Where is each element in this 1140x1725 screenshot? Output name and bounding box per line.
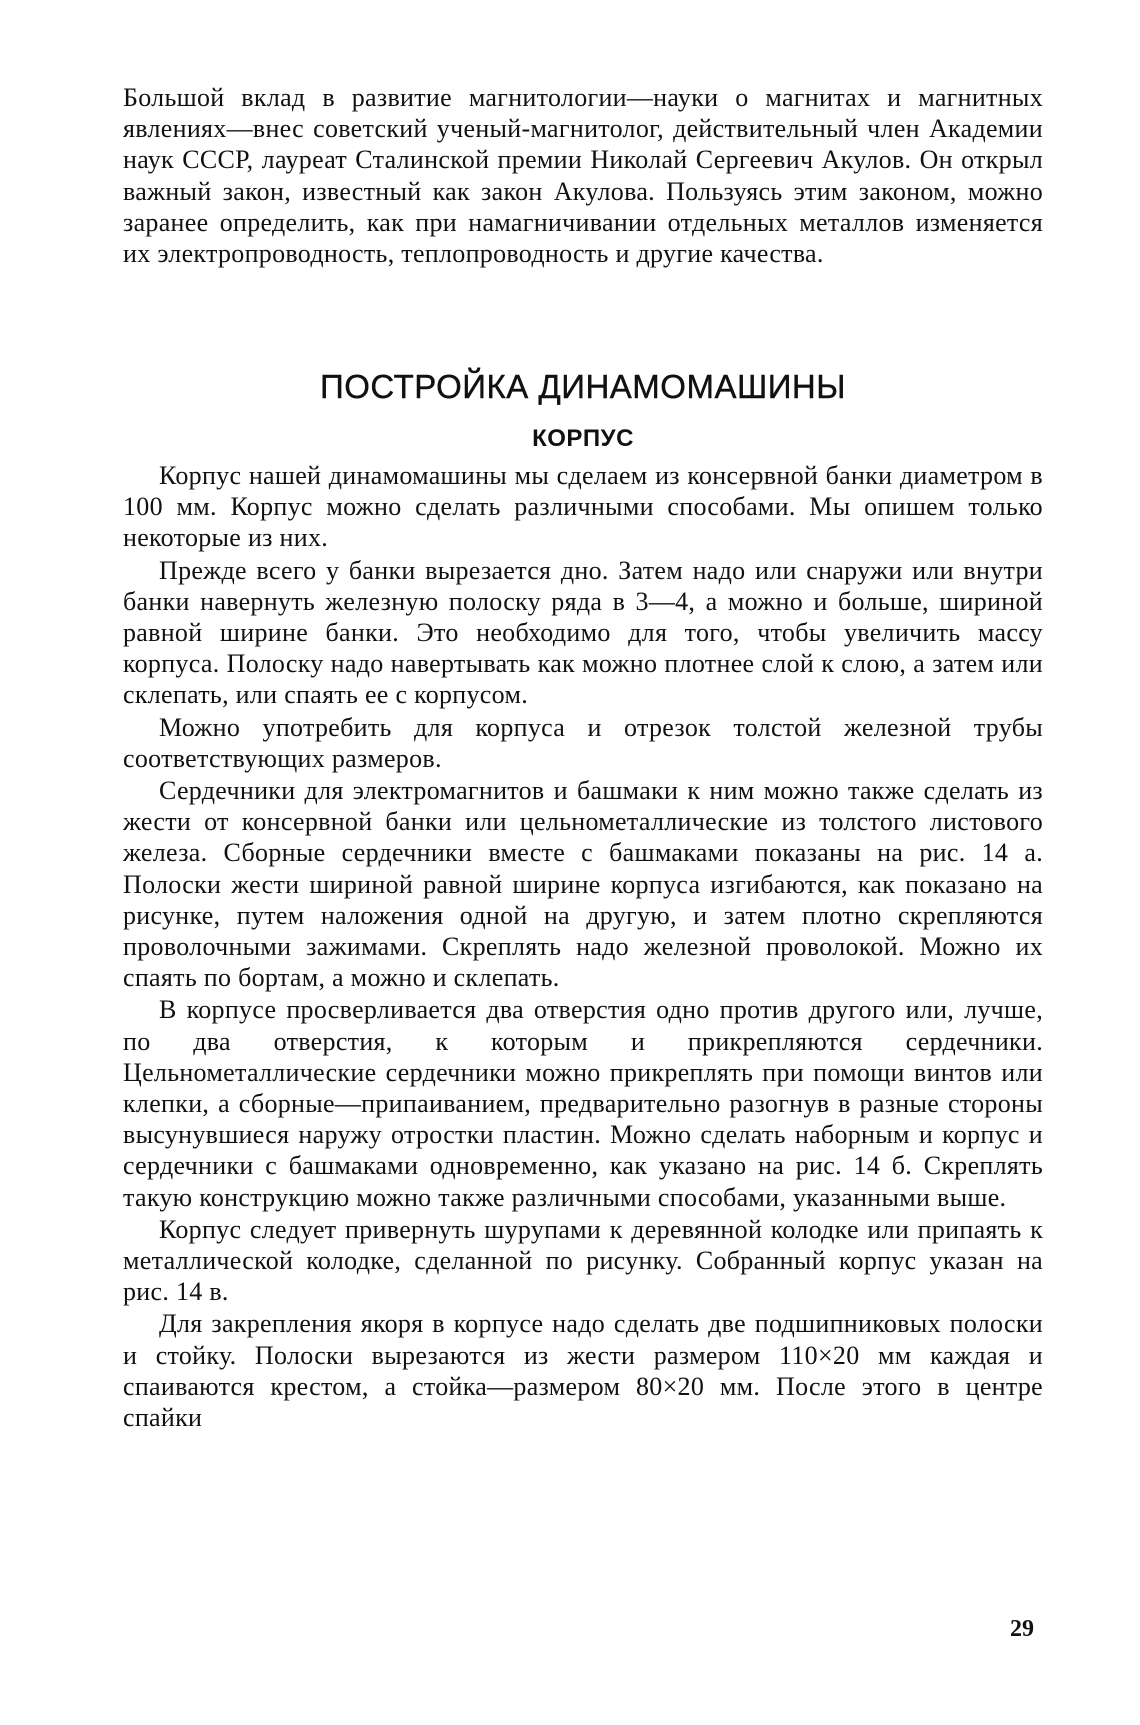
paragraph: Корпус следует привернуть шурупами к деревянной колодке или припаять к металлической колодке, сделанной по рисунку. Собранный корпус указан на рис. 14 в.	[123, 1214, 1043, 1307]
paragraph: Корпус нашей динамомашины мы сделаем из консервной банки диаметром в 100 мм. Корпус можно сделать различными способами. Мы опишем только некоторые из них.	[123, 461, 1043, 553]
body-text	[123, 460, 1043, 1434]
paragraph: Сердечники для электромагнитов и башмаки к ним можно также сделать из жести от консервной банки или цельнометаллические из толстого листового железа. Сборные сердечники вместе с башмаками показаны на рис. 14 а. Полоски жести шириной равной ширине корпуса изгибаются, как показано на рисунке, путем наложения одной на другую, и затем плотно скрепляются проволочными зажимами. Скреплять надо железной проволокой. Можно их спаять по бортам, а можно и склепать.	[123, 776, 1043, 993]
paragraph: Прежде всего у банки вырезается дно. Затем надо или снаружи или внутри банки навернуть железную полоску ряда в 3—4, а можно и больше, шириной равной ширине банки. Это необходимо для того, чтобы увеличить массу корпуса. Полоску надо навертывать как можно плотнее слой к слою, а затем или склепать, или спаять ее с корпусом.	[123, 555, 1043, 710]
intro-paragraph	[123, 82, 1043, 269]
intro-text: Большой вклад в развитие магнитологии—науки о магнитах и магнитных явлениях—внес советский ученый-магнитолог, действительный член Академии наук СССР, лауреат Сталинской премии Николай Сергеевич Акулов. Он открыл важный закон, известный как закон Акулова. Пользуясь этим законом, можно заранее определить, как при намагничивании отдельных металлов изменяется их электропроводность, теплопроводность и другие качества.	[123, 83, 1043, 269]
paragraph: В корпусе просверливается два отверстия одно против другого или, лучше, по два отверстия, к которым и прикрепляются сердечники. Цельнометаллические сердечники можно прикреплять при помощи винтов или клепки, а сборные—припаиванием, предварительно разогнув в разные стороны высунувшиеся наружу отростки пластин. Можно сделать наборным и корпус и сердечники с башмаками одновременно, как указано на рис. 14 б. Скреплять такую конструкцию можно также различными способами, указанными выше.	[123, 995, 1043, 1212]
section-title: ПОСТРОЙКА ДИНАМОМАШИНЫ	[320, 368, 846, 405]
subsection-title: КОРПУС	[532, 425, 634, 452]
page-number: 29	[1010, 1616, 1034, 1642]
paragraph: Для закрепления якоря в корпусе надо сделать две подшипниковых полоски и стойку. Полоски вырезаются из жести размером 110×20 мм каждая и спаиваются крестом, а стойка—размером 80×20 мм. После этого в центре спайки	[123, 1309, 1043, 1433]
paragraph: Можно употребить для корпуса и отрезок толстой железной трубы соответствующих размеров.	[123, 712, 1043, 773]
